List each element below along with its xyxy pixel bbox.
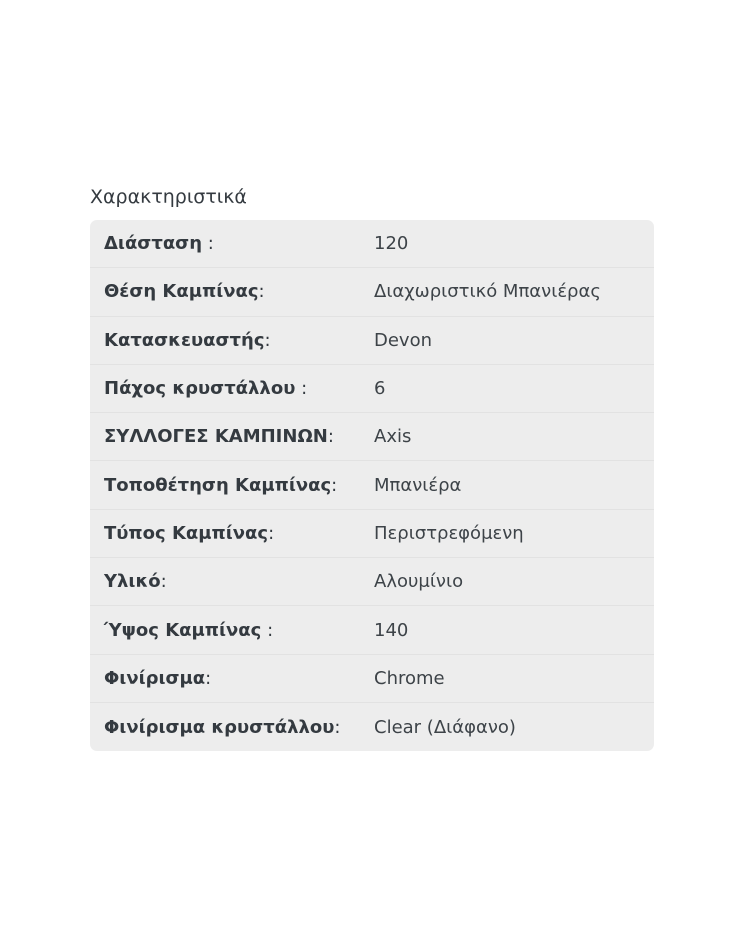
spec-value: Διαχωριστικό Μπανιέρας <box>374 281 601 303</box>
specifications-title: Χαρακτηριστικά <box>90 186 247 208</box>
spec-label: Ύψος Καμπίνας : <box>104 619 274 641</box>
specifications-table <box>90 220 654 751</box>
spec-row-manufacturer <box>90 317 654 365</box>
spec-label: Θέση Καμπίνας: <box>104 281 265 303</box>
spec-value: Axis <box>374 426 412 448</box>
spec-value: Devon <box>374 329 433 351</box>
spec-value: Περιστρεφόμενη <box>374 522 524 544</box>
spec-row-cabin-height <box>90 606 654 654</box>
spec-row-cabin-installation <box>90 461 654 509</box>
spec-label: Φινίρισμα κρυστάλλου: <box>104 716 341 738</box>
specifications-section <box>90 183 654 751</box>
spec-label: Τοποθέτηση Καμπίνας: <box>104 474 338 496</box>
spec-row-cabin-collections <box>90 413 654 461</box>
spec-row-cabin-type <box>90 510 654 558</box>
spec-label: Τύπος Καμπίνας: <box>104 522 275 544</box>
spec-row-finish <box>90 655 654 703</box>
spec-value: 6 <box>374 378 386 400</box>
spec-row-cabin-position <box>90 268 654 316</box>
spec-row-dimension <box>90 220 654 268</box>
spec-value: 140 <box>374 619 409 641</box>
spec-row-glass-thickness <box>90 365 654 413</box>
spec-label: Φινίρισμα: <box>104 667 212 689</box>
spec-label: Πάχος κρυστάλλου : <box>104 378 308 400</box>
spec-value: 120 <box>374 233 409 255</box>
spec-label: ΣΥΛΛΟΓΕΣ ΚΑΜΠΙΝΩΝ: <box>104 426 334 448</box>
spec-row-material <box>90 558 654 606</box>
spec-value: Chrome <box>374 667 445 689</box>
spec-value: Αλουμίνιο <box>374 571 464 593</box>
spec-label: Υλικό: <box>104 571 167 593</box>
spec-label: Κατασκευαστής: <box>104 329 271 351</box>
spec-label: Διάσταση : <box>104 233 214 255</box>
spec-value: Μπανιέρα <box>374 474 462 496</box>
spec-value: Clear (Διάφανο) <box>374 716 516 738</box>
spec-row-glass-finish <box>90 703 654 751</box>
